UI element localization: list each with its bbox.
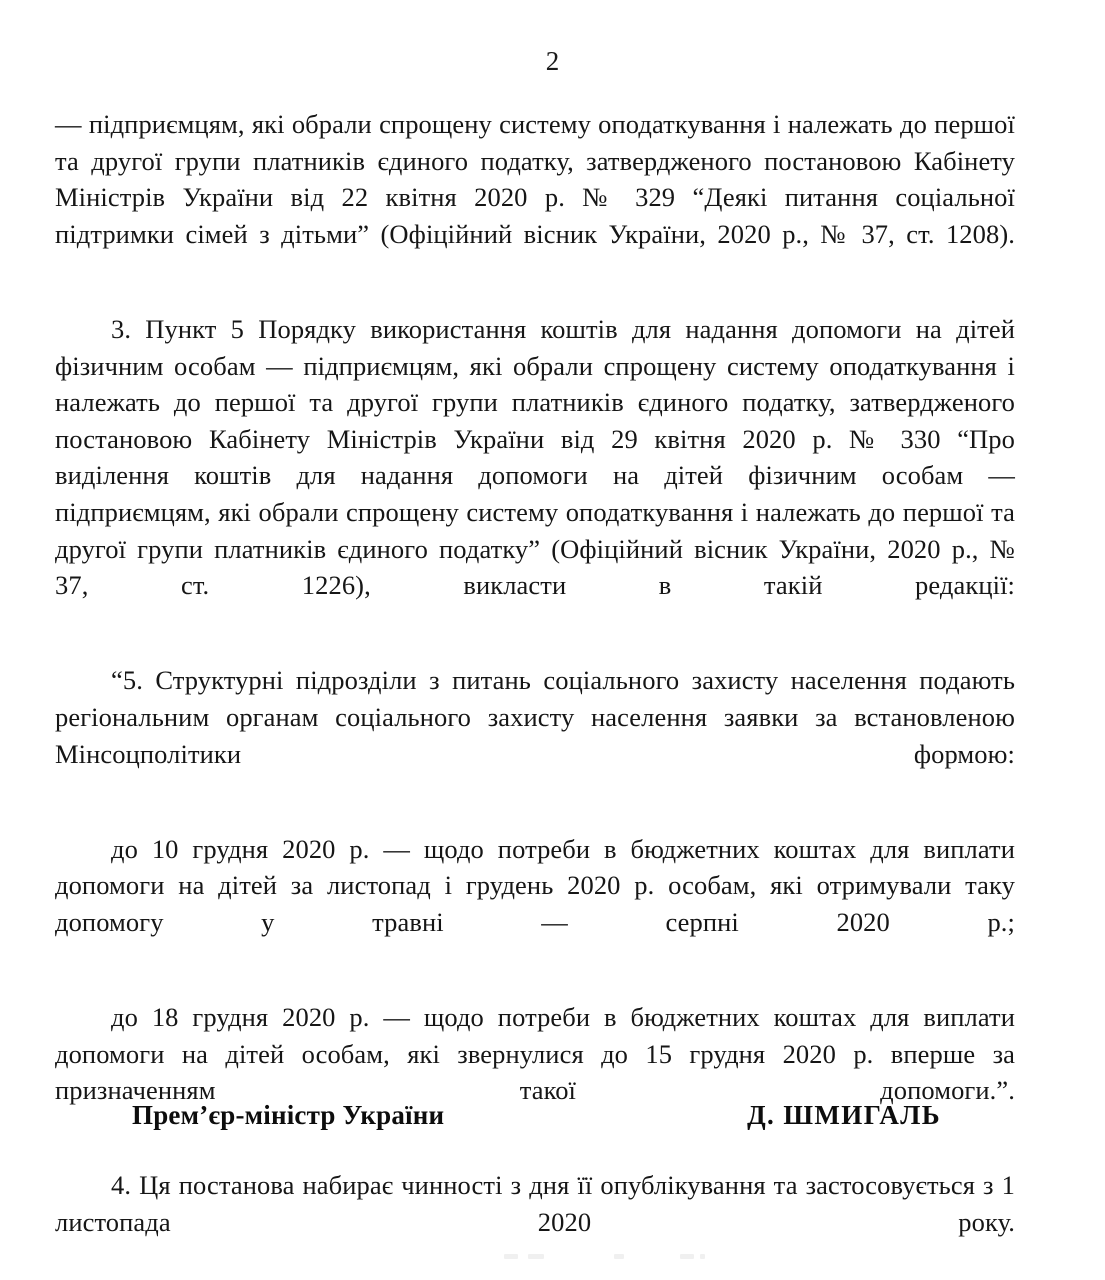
signature-block	[132, 1098, 947, 1132]
paragraph-deadline-10-december: до 10 грудня 2020 р. — щодо потреби в бюджетних коштах для виплати допомоги на дітей за листопад і грудень 2020 р. особам, які отримували таку допомогу у травні — серпні 2020 р.;	[55, 833, 1015, 937]
paragraph-deadline-18-december: до 18 грудня 2020 р. — щодо потреби в бюджетних коштах для виплати допомоги на дітей особам, які звернулися до 15 грудня 2020 р. вперше за призначенням такої допомоги.”.	[55, 1002, 1015, 1106]
signatory-title: Прем’єр-міністр України	[132, 1100, 445, 1130]
paragraph-dash-entrepreneurs: — підприємцям, які обрали спрощену систему оподаткування і належать до першої та другої групи платників єдиного податку, затвердженого постановою Кабінету Міністрів України від 22 квітня 2020 р. № 329 “Деякі питання соціальної підтримки сімей з дітьми” (Офіційний вісник України, 2020 р., № 37, ст. 1208).	[55, 109, 1015, 249]
paragraph-item-4: 4. Ця постанова набирає чинності з дня її опублікування та застосовується з 1 листопада 2020 року.	[55, 1170, 1015, 1238]
paragraph-quote-item-5: “5. Структурні підрозділи з питань соціального захисту населення подають регіональним органам соціального захисту населення заявки за встановленою Мінсоцполітики формою:	[55, 665, 1015, 769]
signatory-name: Д. ШМИГАЛЬ	[747, 1100, 941, 1130]
paragraph-item-3: 3. Пункт 5 Порядку використання коштів для надання допомоги на дітей фізичним особам — підприємцям, які обрали спрощену систему оподаткування і належать до першої та другої групи платників єдиного податку, затвердженого постановою Кабінету Міністрів України від 29 квітня 2020 р. № 330 “Про виділення коштів для надання допомоги на дітей фізичним особам — підприємцям, які обрали спрощену систему оподаткування і належать до першої та другої групи платників єдиного податку” (Офіційний вісник України, 2020 р., № 37, ст. 1226), викласти в такій редакції:	[55, 313, 1015, 601]
page-number: 2	[545, 46, 560, 76]
